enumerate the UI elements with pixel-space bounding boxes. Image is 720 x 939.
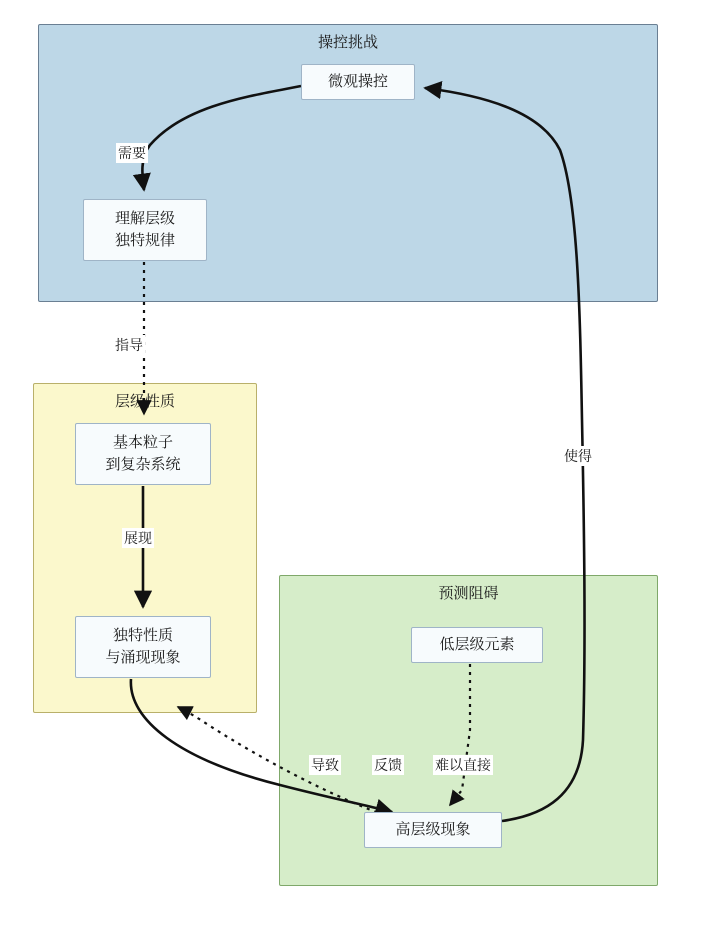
cluster-control-challenge-label: 操控挑战 [317, 34, 378, 51]
edge-need [142, 86, 301, 190]
edge-label-feedback: 反馈 [374, 757, 402, 773]
edge-label-guide: 指导 [115, 337, 143, 353]
cluster-prediction-obstacle-label: 预测阻碍 [438, 585, 499, 602]
edge-makes [425, 88, 585, 821]
node-understand-level-laws[interactable] [83, 199, 207, 261]
node-low-level-elements[interactable] [411, 627, 543, 663]
node-particle-to-system[interactable] [75, 423, 211, 485]
node-low-level-elements-line-0: 低层级元素 [439, 636, 515, 654]
node-micro-control[interactable] [301, 64, 415, 100]
edge-label-present: 展现 [124, 530, 152, 546]
node-high-level-phenomena[interactable] [364, 812, 502, 848]
edge-hard-direct [450, 664, 470, 805]
edge-label-cause: 导致 [311, 757, 339, 773]
node-understand-level-laws-line-0: 理解层级 [114, 210, 175, 228]
edge-label-hard-direct: 难以直接 [435, 757, 491, 773]
cluster-hierarchy-properties-label: 层级性质 [114, 393, 175, 410]
node-high-level-phenomena-line-0: 高层级现象 [395, 821, 471, 839]
node-understand-level-laws-line-1: 独特规律 [114, 232, 175, 249]
edge-label-need: 需要 [118, 145, 146, 161]
node-particle-to-system-line-1: 到复杂系统 [105, 456, 181, 473]
node-unique-emergent-line-0: 独特性质 [112, 627, 173, 645]
edge-cause [131, 679, 392, 812]
node-unique-emergent-line-1: 与涌现现象 [105, 649, 181, 666]
edge-label-makes: 使得 [564, 448, 592, 464]
node-unique-emergent[interactable] [75, 616, 211, 678]
node-particle-to-system-line-0: 基本粒子 [112, 434, 173, 452]
node-micro-control-line-0: 微观操控 [327, 73, 388, 91]
